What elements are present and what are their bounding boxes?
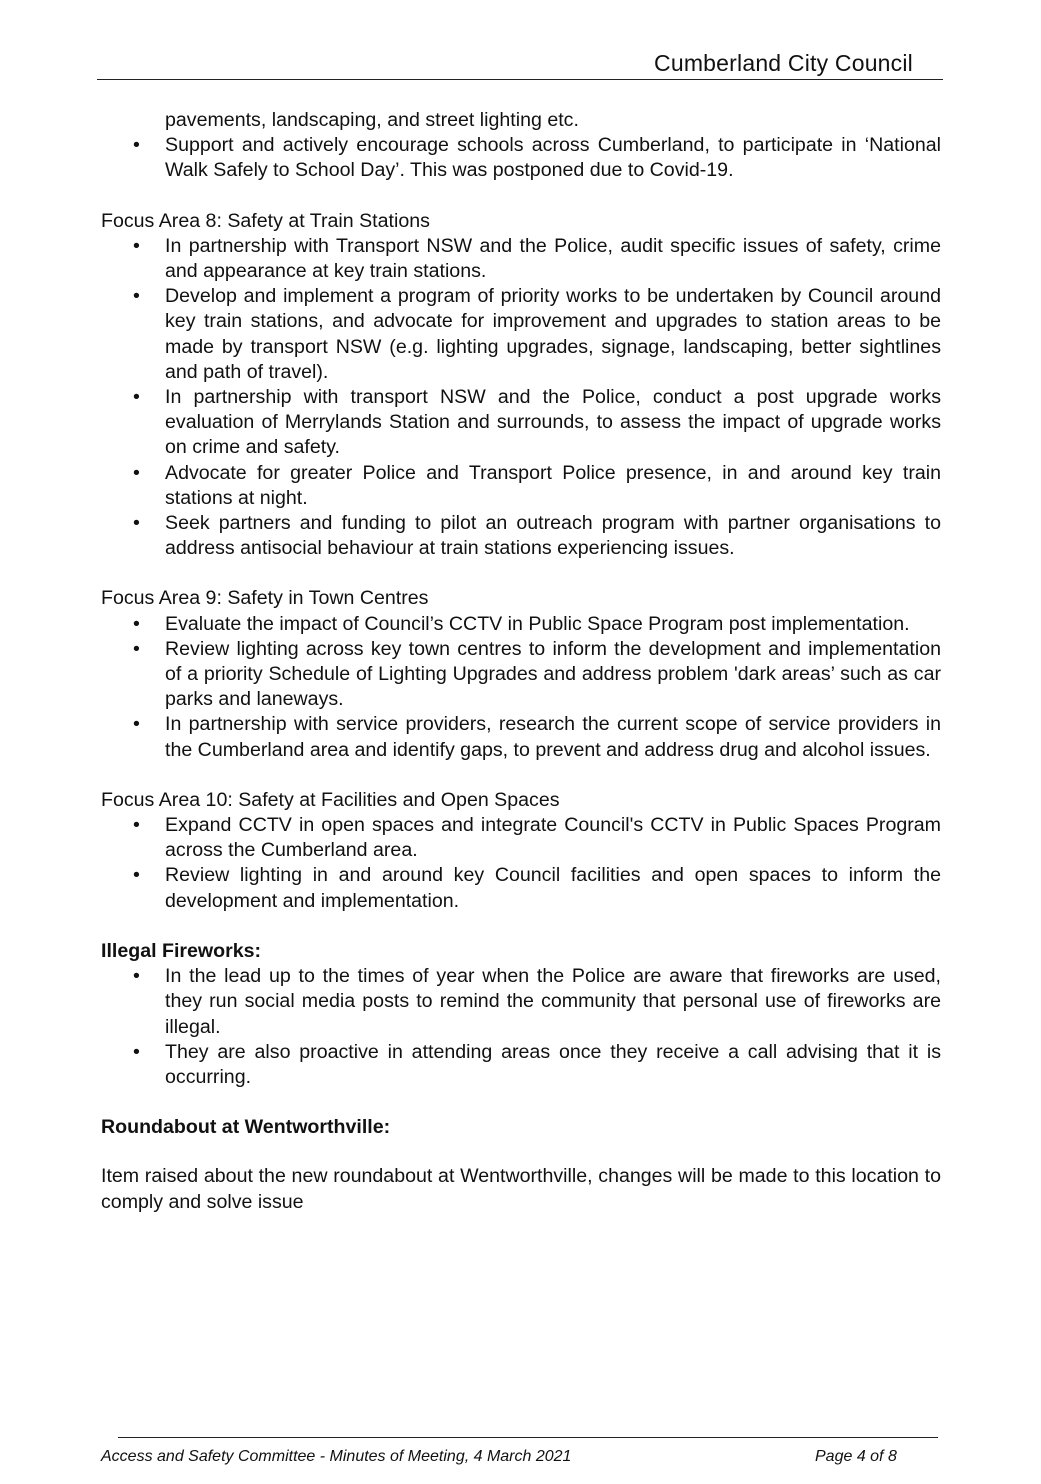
page-header: [97, 48, 943, 80]
list-item: • In the lead up to the times of year when the Police are aware that fireworks are used, they run social media posts to remind the community that personal use of fireworks are illegal.: [133, 965, 941, 1038]
bullet-icon: •: [133, 864, 140, 887]
focus-area-9-heading: Focus Area 9: Safety in Town Centres: [101, 587, 429, 610]
bullet-icon: •: [133, 386, 140, 409]
list-item: • In partnership with Transport NSW and the Police, audit specific issues of safety, crime and appearance at key train stations.: [133, 234, 941, 283]
list-item: • In partnership with service providers, research the current scope of service providers in the Cumberland area and identify gaps, to prevent and address drug and alcohol issues.: [133, 713, 941, 761]
bullet-icon: •: [133, 637, 140, 660]
list-item: • Review lighting in and around key Council facilities and open spaces to inform the development and implementation.: [133, 864, 941, 912]
intro-list: [101, 133, 941, 183]
list-item: • They are also proactive in attending areas once they receive a call advising that it is occurring.: [133, 1040, 941, 1088]
list-item: • Develop and implement a program of priority works to be undertaken by Council around key train stations, and advocate for improvement and upgrades to station areas to be made by transport NSW (e.g. lighting upgrades, signage, landscaping, better sightlines and path of travel).: [133, 285, 941, 383]
bullet-icon: •: [133, 461, 140, 484]
focus-area-10-heading: Focus Area 10: Safety at Facilities and Open Spaces: [101, 788, 560, 811]
illegal-fireworks-list: [101, 964, 941, 1090]
bullet-icon: •: [133, 965, 140, 988]
focus-area-10-list: [101, 813, 941, 914]
bullet-icon: •: [133, 134, 140, 157]
roundabout-text: Item raised about the new roundabout at Wentworthville, changes will be made to this location to comply and solve issue: [101, 1165, 941, 1213]
list-item: • Advocate for greater Police and Transport Police presence, in and around key train stations at night.: [133, 461, 941, 509]
bullet-icon: •: [133, 285, 140, 308]
roundabout-heading: Roundabout at Wentworthville:: [101, 1116, 391, 1139]
page-content: [101, 108, 941, 1215]
focus-area-8-list: [101, 234, 941, 562]
list-item: • Expand CCTV in open spaces and integrate Council's CCTV in Public Spaces Program across the Cumberland area.: [133, 814, 941, 862]
bullet-icon: •: [133, 512, 140, 535]
footer-page-number: Page 4 of 8: [815, 1448, 897, 1465]
illegal-fireworks-heading: Illegal Fireworks:: [101, 939, 262, 962]
bullet-icon: •: [133, 234, 140, 257]
list-item: • Support and actively encourage schools across Cumberland, to participate in ‘National Walk Safely to School Day’. This was postponed due to Covid-19.: [133, 134, 941, 182]
bullet-icon: •: [133, 1040, 140, 1063]
list-item: • Seek partners and funding to pilot an outreach program with partner organisations to address antisocial behaviour at train stations experiencing issues.: [133, 512, 941, 560]
list-item: • Evaluate the impact of Council’s CCTV in Public Space Program post implementation.: [101, 612, 941, 637]
list-item: • Review lighting across key town centres to inform the development and implementation of a priority Schedule of Lighting Upgrades and address problem 'dark areas’ such as car parks and laneways.: [133, 637, 941, 711]
continuation-text: pavements, landscaping, and street lighting etc.: [165, 109, 579, 131]
bullet-icon: •: [133, 713, 140, 736]
bullet-icon: •: [133, 814, 140, 837]
footer-divider: [118, 1437, 938, 1438]
header-title: Cumberland City Council: [654, 50, 913, 76]
bullet-icon: •: [133, 612, 140, 635]
list-item: • In partnership with transport NSW and the Police, conduct a post upgrade works evaluation of Merrylands Station and surrounds, to assess the impact of upgrade works on crime and safety.: [133, 386, 941, 459]
focus-area-8-heading: Focus Area 8: Safety at Train Stations: [101, 209, 430, 232]
footer-meeting-title: Access and Safety Committee - Minutes of Meeting, 4 March 2021: [101, 1448, 572, 1465]
focus-area-9-list: [101, 612, 941, 763]
